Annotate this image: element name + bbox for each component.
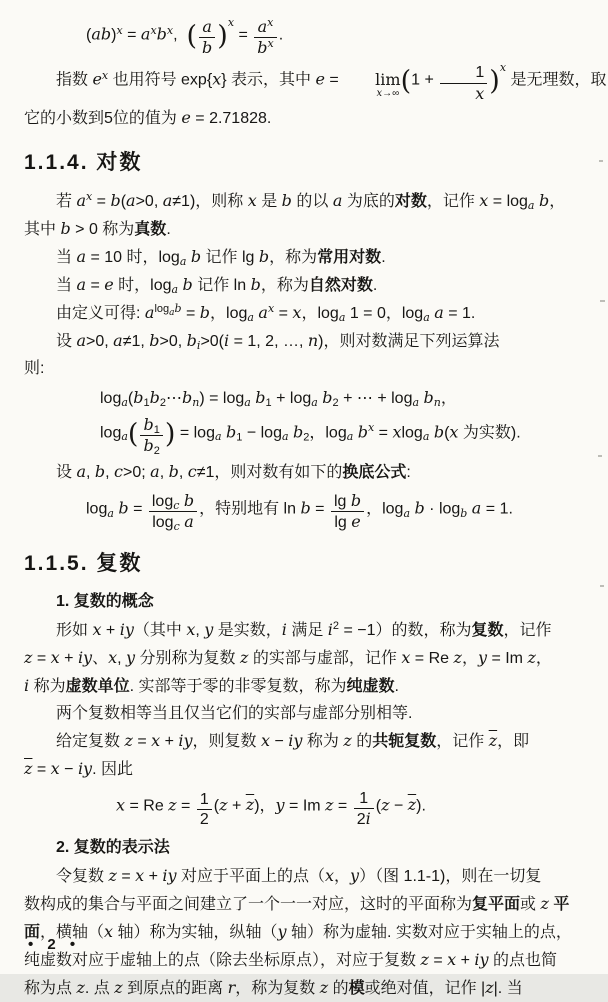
- page-number: • 2 •: [28, 936, 81, 953]
- line-modulus: 称为点 z. 点 z 到原点的距离 r，称为复数 z 的模或绝对值，记作 |z|. 当: [24, 977, 523, 997]
- line-complex-plane-3: 面，横轴（x 轴）称为实轴，纵轴（y 轴）称为虚轴. 实数对应于实轴上的点，: [24, 921, 572, 941]
- line-complex-plane-2: 数构成的集合与平面之间建立了一个一一对应，这时的平面称为复平面或 z 平: [24, 893, 570, 913]
- para-log-laws-intro: 设 a>0, a≠1, b>0, $b_i>0(i = 1$, 2, …, n)，则对数满足下列运算法: [56, 330, 500, 352]
- page-body-text: [0, 17, 608, 1002]
- para-complex-def: 形如 x + iy（其中 x, y 是实数，i 满足 $i^2 = -1$）的数，称为复数，记作: [56, 619, 552, 639]
- heading-1-1-4: 1.1.4. 对数: [24, 150, 143, 174]
- para-common-log: 当 a = 10 时，$\log_a b$ 记作 lg b，称为常用对数.: [56, 246, 386, 268]
- line-complex-parts: z = x + iy、x, y 分别称为复数 z 的实部与虚部，记作 x = Re z，y = Im z，: [24, 647, 552, 667]
- para-exp-notation: 指数 $e^x$ 也用符号 exp{x} 表示，其中 e = lim x→∞ (1 + $\frac{1}{x}$ )$^x$ 是无理数，取: [56, 60, 607, 103]
- para-log-identities: 由定义可得: $a^{log_ab} = b$，$\log_a a^x = x$，$\log_a 1 = 0$，$\log_a a = 1$.: [56, 301, 476, 324]
- line-e-value: 它的小数到5位的值为 e = 2.71828.: [24, 107, 272, 127]
- para-change-base-intro: 设 a, b, c>0; a, b, c≠1，则对数有如下的换底公式:: [56, 462, 411, 482]
- scan-artifact: [598, 455, 602, 457]
- formula-re-im: x = Re z = $\frac{1}{2}$ $(z + \overline{z})$，y = Im z = $\frac{1}{2i}$ $(z - \overline{z})$.: [116, 789, 426, 828]
- line-complex-plane-4: 纯虚数对应于虚轴上的点（除去坐标原点），对应于复数 z = x + iy 的点也简: [24, 949, 557, 969]
- line-conjugate-eq: $\overline{z} = x$ − iy. 因此: [24, 758, 133, 778]
- subheading-complex-representation: 2. 复数的表示法: [56, 838, 170, 856]
- scan-artifact: [600, 300, 605, 302]
- scan-artifact: [599, 160, 603, 162]
- scan-artifact: [600, 585, 604, 587]
- line-antilog: 其中 b > 0 称为真数.: [24, 218, 171, 238]
- para-complex-equality: 两个复数相等当且仅当它们的实部与虚部分别相等.: [56, 704, 413, 722]
- formula-power-rules: $(ab)^x = a^xb^x$, ( $\frac{a}{b}$ )$^x$ = $\frac{a^x}{b^x}$ .: [86, 15, 284, 58]
- para-conjugate: 给定复数 z = x + iy，则复数 x − iy 称为 z 的共轭复数，记作 $\overline{z}$，即: [56, 730, 530, 750]
- line-imaginary-unit: i 称为虚数单位. 实部等于零的非零复数，称为纯虚数.: [24, 675, 399, 695]
- para-natural-log: 当 a = e 时，$\log_a b$ 记作 ln b，称为自然对数.: [56, 274, 378, 296]
- formula-log-quotient: $\log_a$( $\frac{b_1}{b_2}$ ) = $\log_a b_1 - \log_a b_2$，$\log_a b^x = xlog_a$ b(x 为实数).: [100, 414, 521, 457]
- para-log-def: 若 $a^x = b(a>0$, a≠1)，则称 x 是 b 的以 a 为底的对数，记作 $x = \log_a b$，: [56, 189, 566, 212]
- heading-1-1-5: 1.1.5. 复数: [24, 551, 143, 575]
- formula-log-product: $\log_a(b_1b_2\cdots b_n) = \log_a b_1 + \log_a b_2$ + ⋯ + $\log_a b_n$，: [100, 387, 457, 409]
- subheading-complex-concept: 1. 复数的概念: [56, 592, 154, 610]
- formula-change-base: $\log_a b$ = $\frac{\log_c b}{\log_c a}$ ，特别地有 ln b = $\frac{\text{lg b}}{\text{lg e}}$ ，$\log_a b \cdot \log_b a = 1$.: [86, 491, 513, 534]
- line-laws-continued: 则:: [24, 359, 45, 377]
- para-complex-plane-1: 令复数 z = x + iy 对应于平面上的点（x，y）（图 1.1-1)，则在一切复: [56, 865, 542, 885]
